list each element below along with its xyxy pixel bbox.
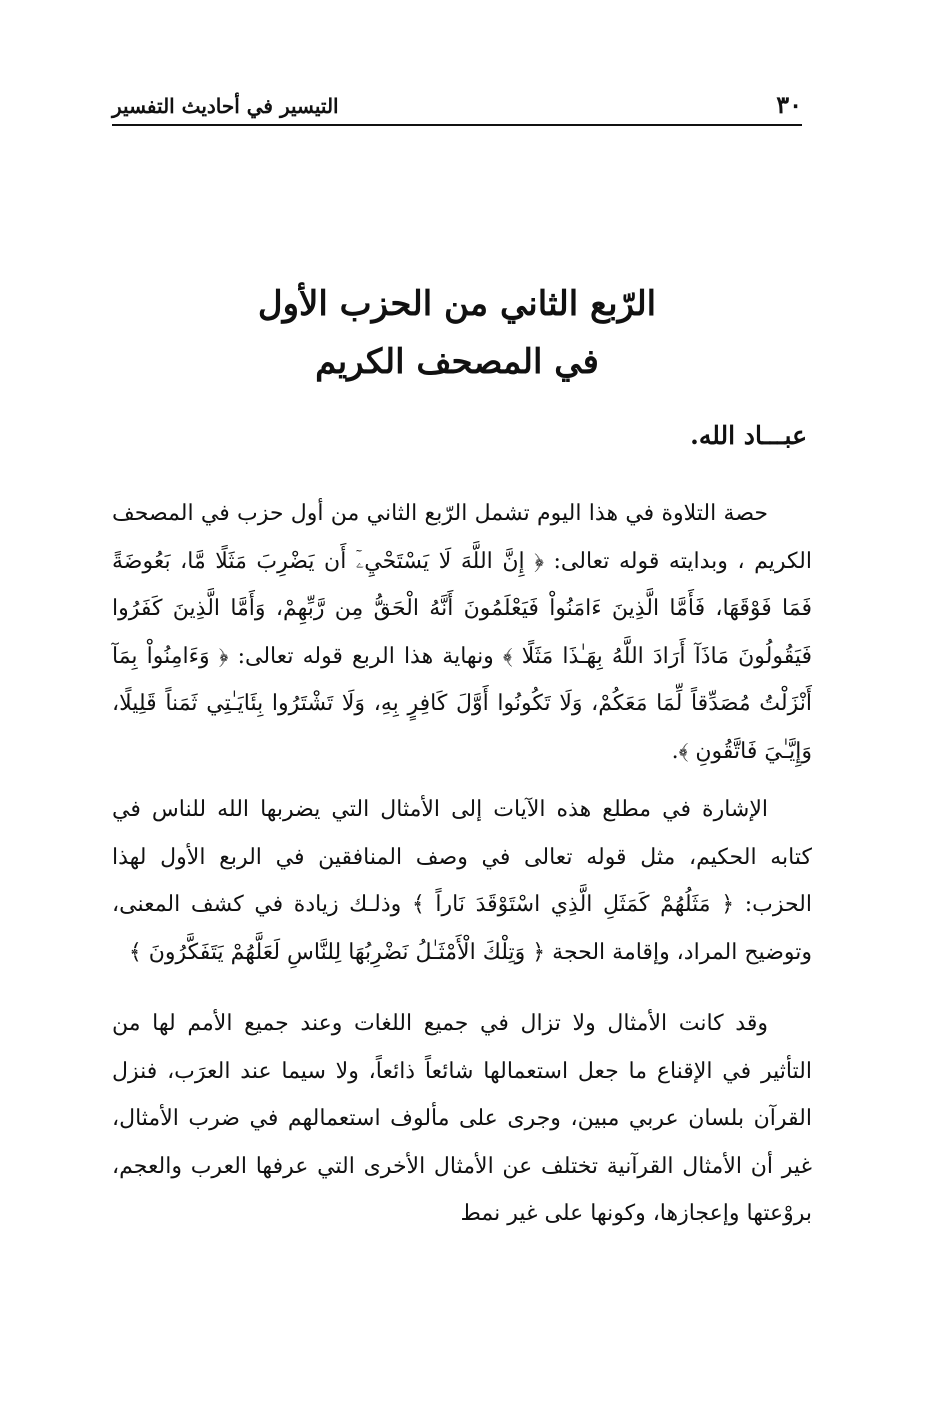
page-number: ٣٠ xyxy=(776,90,802,119)
chapter-heading-line-2: في المصحف الكريم xyxy=(315,342,599,382)
running-header xyxy=(112,88,802,126)
body-text xyxy=(112,490,812,1238)
chapter-heading xyxy=(112,275,802,391)
book-title: التيسير في أحاديث التفسير xyxy=(112,94,339,118)
salutation: عبـــاد الله. xyxy=(690,421,807,450)
paragraph: وقد كانت الأمثال ولا تزال في جميع اللغات وعند جميع الأمم لها من التأثير في الإقناع ما جعل استعمالها شائعاً ذائعاً، ولا سيما عند العرَب، فنزل القرآن بلسان عربي مبين، وجرى على مألوف استعمالهم في ضرب الأمثال، غير أن الأمثال القرآنية تختلف عن الأمثال الأخرى التي عرفها العرب والعجم، بروْعتها وإعجازها، وكونها على غير نمط xyxy=(112,1011,812,1226)
chapter-heading-line-1: الرّبع الثاني من الحزب الأول xyxy=(257,284,657,324)
paragraph: الإشارة في مطلع هذه الآيات إلى الأمثال التي يضربها الله للناس في كتابه الحكيم، مثل قوله تعالى في وصف المنافقين في الربع الأول لهذا الحزب: ﴿ مَثَلُهُمْ كَمَثَلِ الَّذِي اسْتَوْقَدَ نَاراً ﴾ وذلـك زيادة في كشف المعنى، وتوضيح المراد، وإقامة الحجة ﴿ وَتِلْكَ الْأَمْثَـٰلُ نَضْرِبُهَا لِلنَّاسِ لَعَلَّهُمْ يَتَفَكَّرُونَ ﴾ xyxy=(112,797,812,965)
paragraph: حصة التلاوة في هذا اليوم تشمل الرّبع الثاني من أول حزب في المصحف الكريم ، وبدايته قوله تعالى: ﴿ إِنَّ اللَّهَ لَا يَسْتَحْيِۦٓ أَن يَضْرِبَ مَثَلًا مَّا، بَعُوضَةً فَمَا فَوْقَهَا، فَأَمَّا الَّذِينَ ءَامَنُواْ فَيَعْلَمُونَ أَنَّهُ الْحَقُّ مِن رَّبِّهِمْ، وَأَمَّا الَّذِينَ كَفَرُوا فَيَقُولُونَ مَاذَآ أَرَادَ اللَّهُ بِهَـٰذَا مَثَلًا ﴾ ونهاية هذا الربع قوله تعالى: ﴿ وَءَامِنُواْ بِمَآ أَنْزَلْتُ مُصَدِّقاً لِّمَا مَعَكُمْ، وَلَا تَكُونُوا أَوَّلَ كَافِرٍ بِهِ، وَلَا تَشْتَرُوا بِئَايَـٰتِي ثَمَناً قَلِيلًا، وَإِيَّـٰيَ فَاتَّقُونِ ﴾. xyxy=(112,501,812,764)
